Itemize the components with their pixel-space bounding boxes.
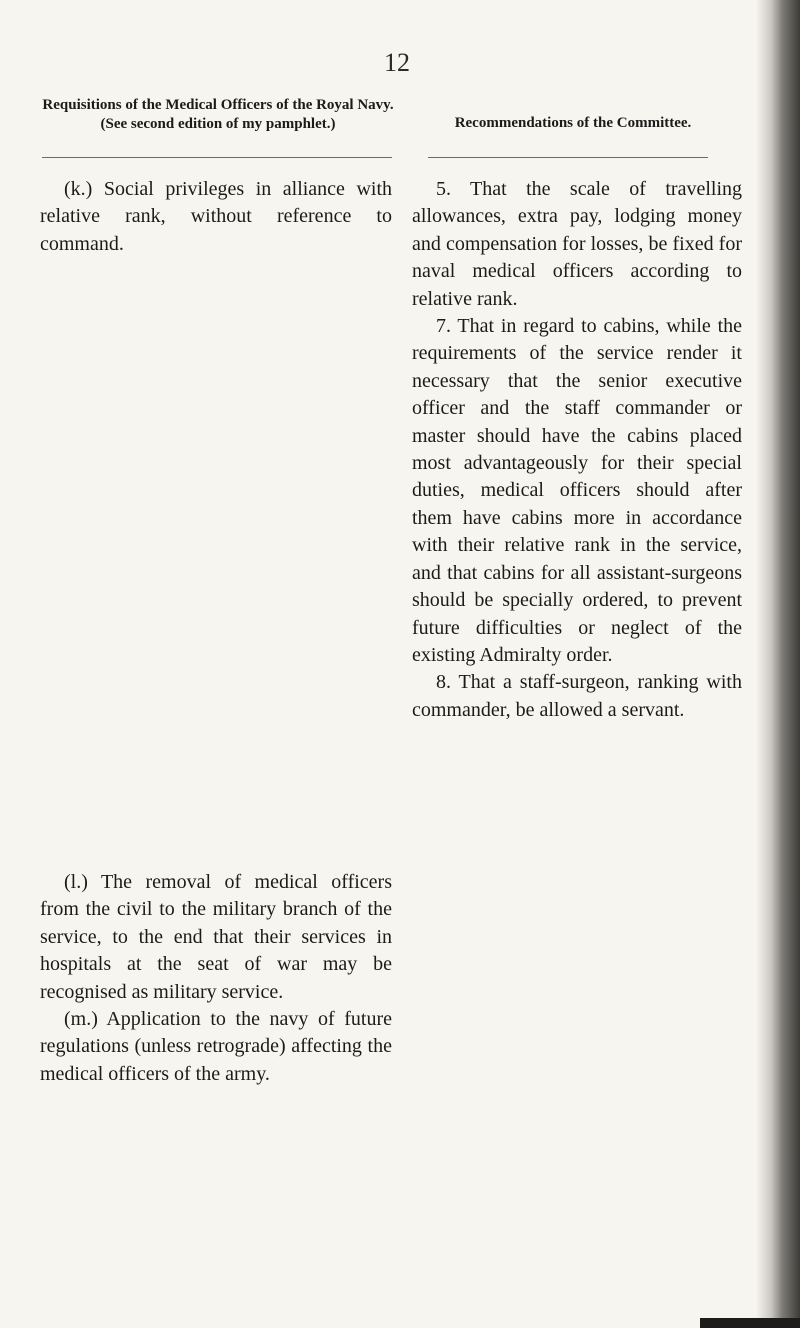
page-edge-shadow — [756, 0, 800, 1328]
requisition-k: (k.) Social privileges in alliance with relative rank, without reference to command. — [40, 178, 392, 255]
left-column-header: Requisitions of the Medical Officers of the Royal Navy. (See second edition of my pamphlet.) — [42, 97, 394, 132]
recommendation-5: 5. That the scale of travelling allowances, extra pay, lodging money and compensation for losses, be fixed for naval medical officers according to relative rank. — [412, 178, 742, 310]
left-column-bottom — [40, 869, 392, 1088]
left-column-top — [40, 176, 392, 258]
right-column — [412, 176, 742, 724]
requisition-l: (l.) The removal of medical officers from the civil to the military branch of the service, to the end that their services in hospitals at the seat of war may be recognised as military service. — [40, 871, 392, 1003]
page-corner-shadow — [700, 1318, 800, 1328]
header-divider-right — [428, 157, 708, 158]
requisition-m: (m.) Application to the navy of future regulations (unless retrograde) affecting the medical officers of the army. — [40, 1008, 392, 1085]
header-divider-left — [42, 157, 392, 158]
recommendation-8: 8. That a staff-surgeon, ranking with commander, be allowed a servant. — [412, 671, 742, 721]
right-column-header: Recommendations of the Committee. — [454, 115, 692, 131]
page-number: 12 — [384, 48, 410, 77]
recommendation-7: 7. That in regard to cabins, while the requirements of the service render it necessary that the senior executive officer and the staff commander or master should have the cabins placed most advantageously for their special duties, medical officers should after them have cabins more in accordance with their relative rank in the service, and that cabins for all assistant-surgeons should be specially ordered, to prevent future difficulties or neglect of the existing Admiralty order. — [412, 315, 742, 666]
